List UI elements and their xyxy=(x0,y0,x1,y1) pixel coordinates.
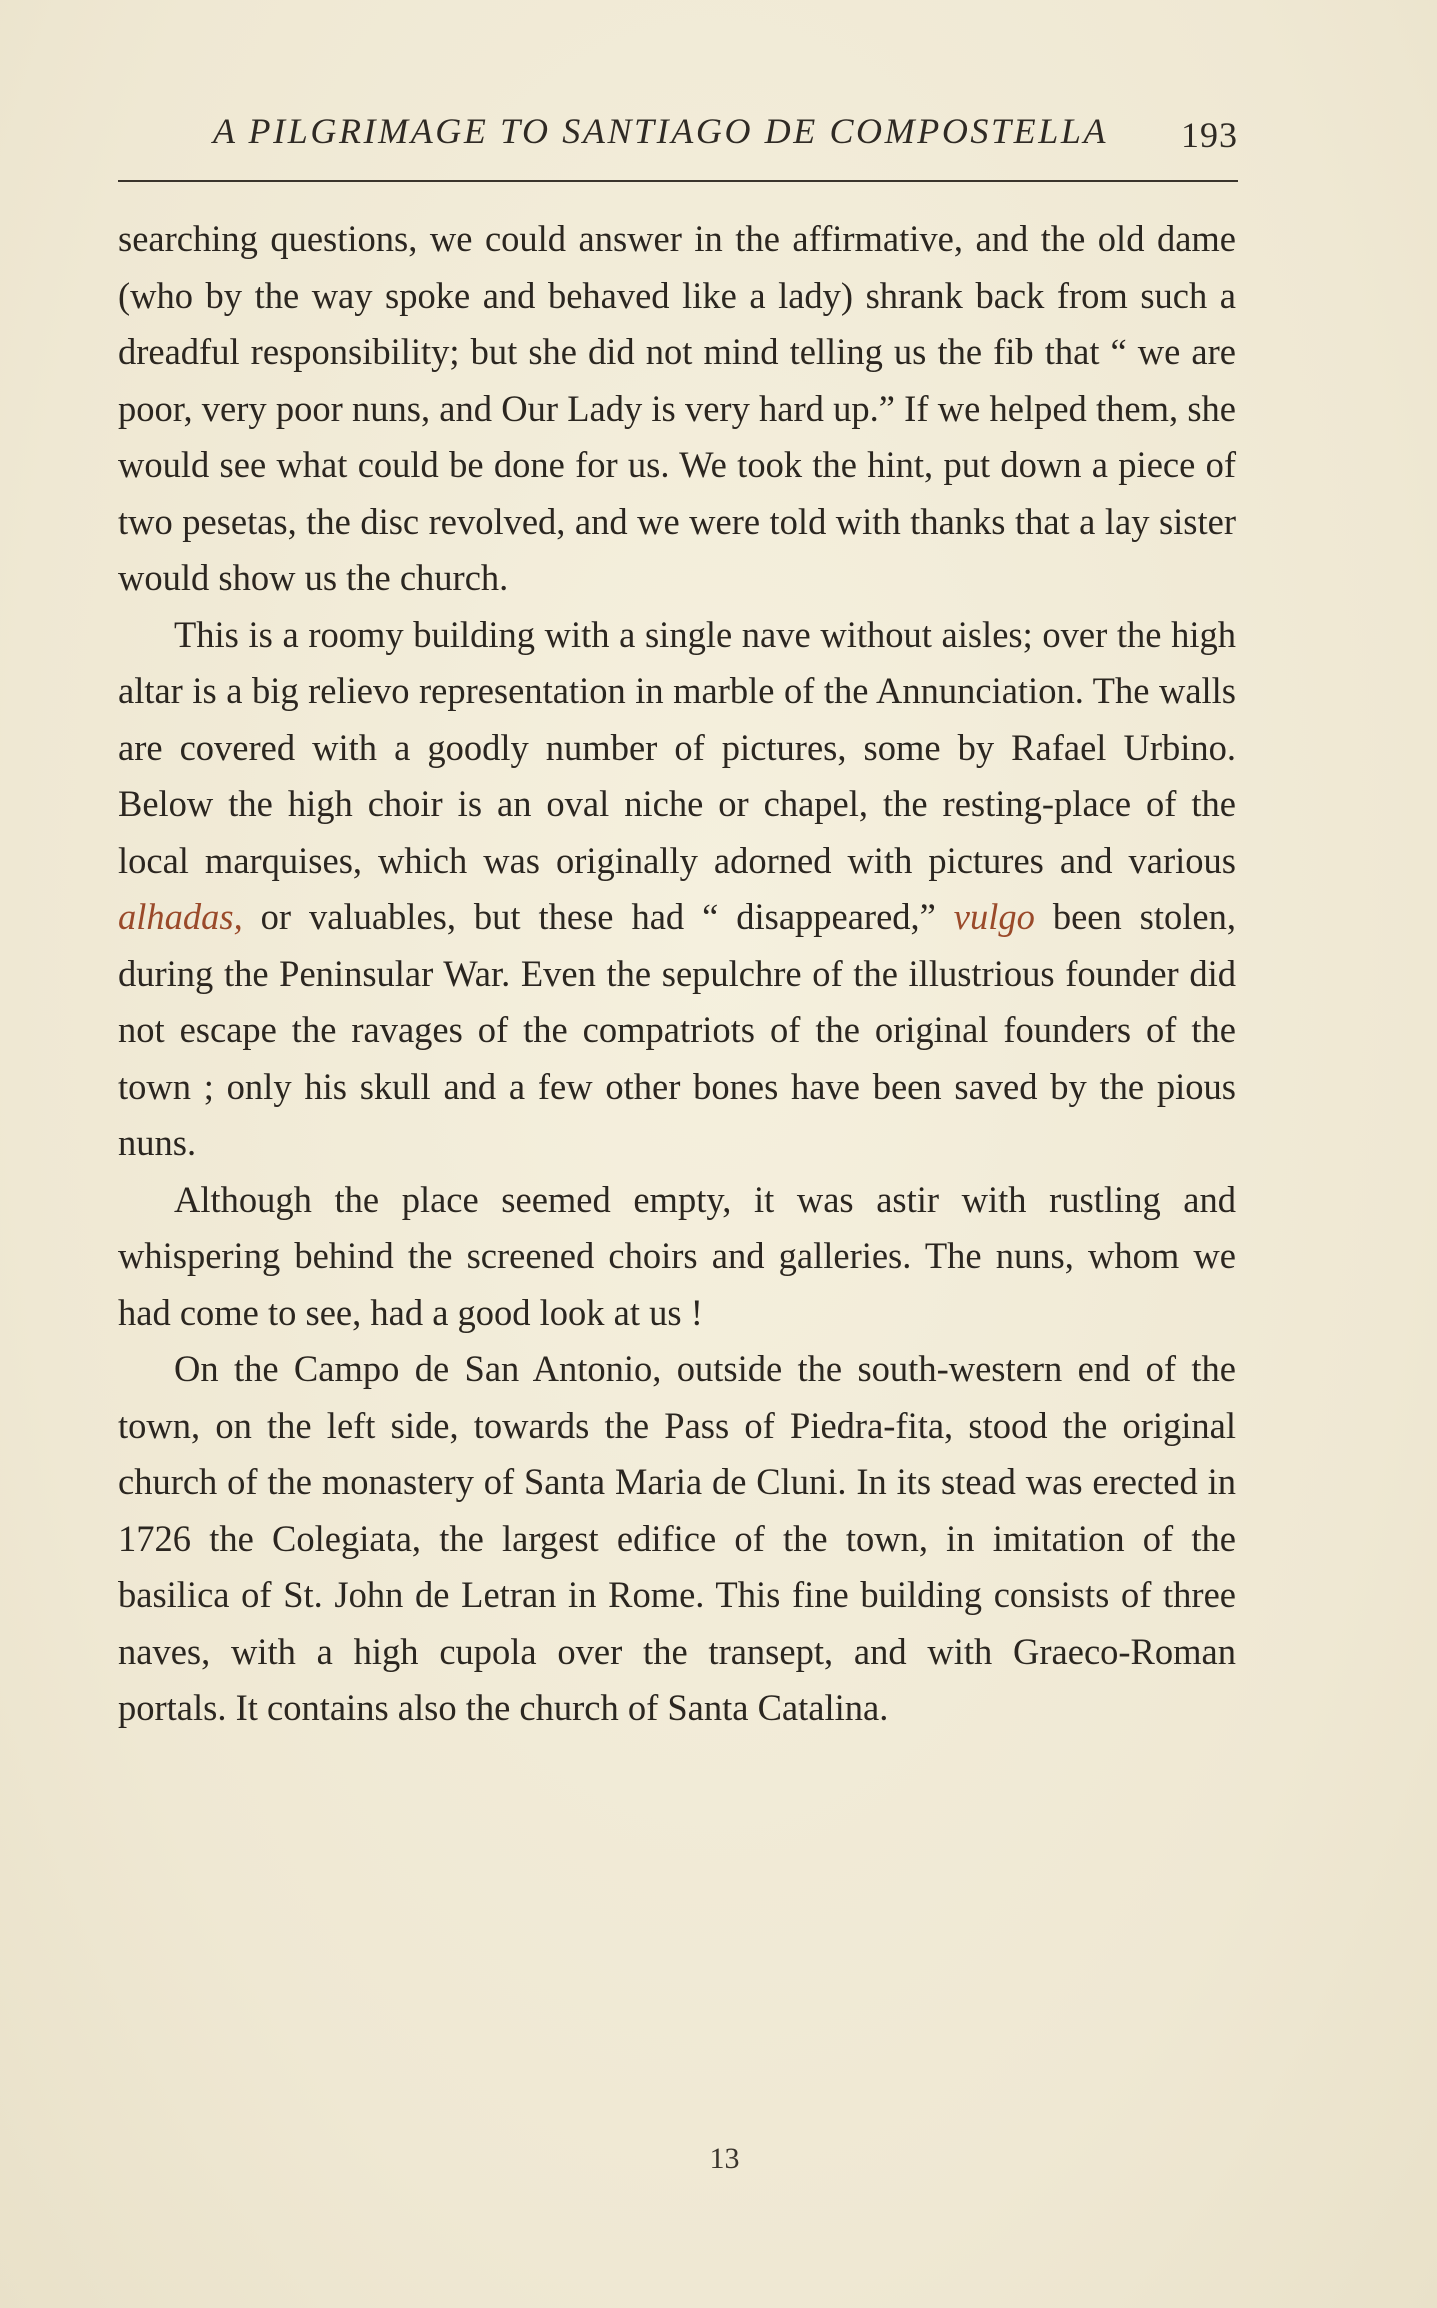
header-rule xyxy=(118,180,1238,182)
running-head xyxy=(118,110,1238,166)
paragraph-3: Although the place seemed empty, it was astir with rustling and whispering behind the screened choirs and galleries. The nuns, whom we had come to see, had a good look at us ! xyxy=(118,1178,1236,1333)
paragraph-4: On the Campo de San Antonio, outside the south-western end of the town, on the left side, towards the Pass of Piedra-fita, stood the original church of the monastery of Santa Maria de Cluni. In its stead was erected in 1726 the Colegiata, the largest edifice of the town, in imitation of the basilica of St. John de Letran in Rome. This fine building consists of three naves, with a high cupola over the transept, and with Graeco-Roman portals. It contains also the church of Santa Catalina. xyxy=(118,1348,1236,1728)
paragraph-2: This is a roomy building with a single nave without aisles; over the high altar is a big relievo representation in marble of the Annunciation. The walls are covered with a goodly number of pictures, some by Rafael Urbino. Below the high choir is an oval niche or chapel, the resting-place of the local marquises, which was originally adorned with pictures and various alhadas, or valuables, but these had “ disappeared,” vulgo been stolen, during the Peninsular War. Even the sepulchre of the illustrious founder did not escape the ravages of the compatriots of the original founders of the town ; only his skull and a few other bones have been saved by the pious nuns. xyxy=(118,613,1236,1163)
italic-term-vulgo: vulgo xyxy=(953,896,1035,937)
page-number: 193 xyxy=(1181,115,1238,155)
paragraph-1: searching questions, we could answer in the affirmative, and the old dame (who by the way spoke and behaved like a lady) shrank back from such a dreadful responsibility; but she did not mind telling us the fib that “ we are poor, very poor nuns, and Our Lady is very hard up.” If we helped them, she would see what could be done for us. We took the hint, put down a piece of two pesetas, the disc revolved, and we were told with thanks that a lay sister would show us the church. xyxy=(118,218,1236,598)
signature-mark: 13 xyxy=(709,2142,740,2175)
running-title: A PILGRIMAGE TO SANTIAGO DE COMPOSTELLA xyxy=(213,111,1109,151)
body-text xyxy=(118,211,1236,1737)
italic-term-alhadas: alhadas, xyxy=(118,896,243,937)
